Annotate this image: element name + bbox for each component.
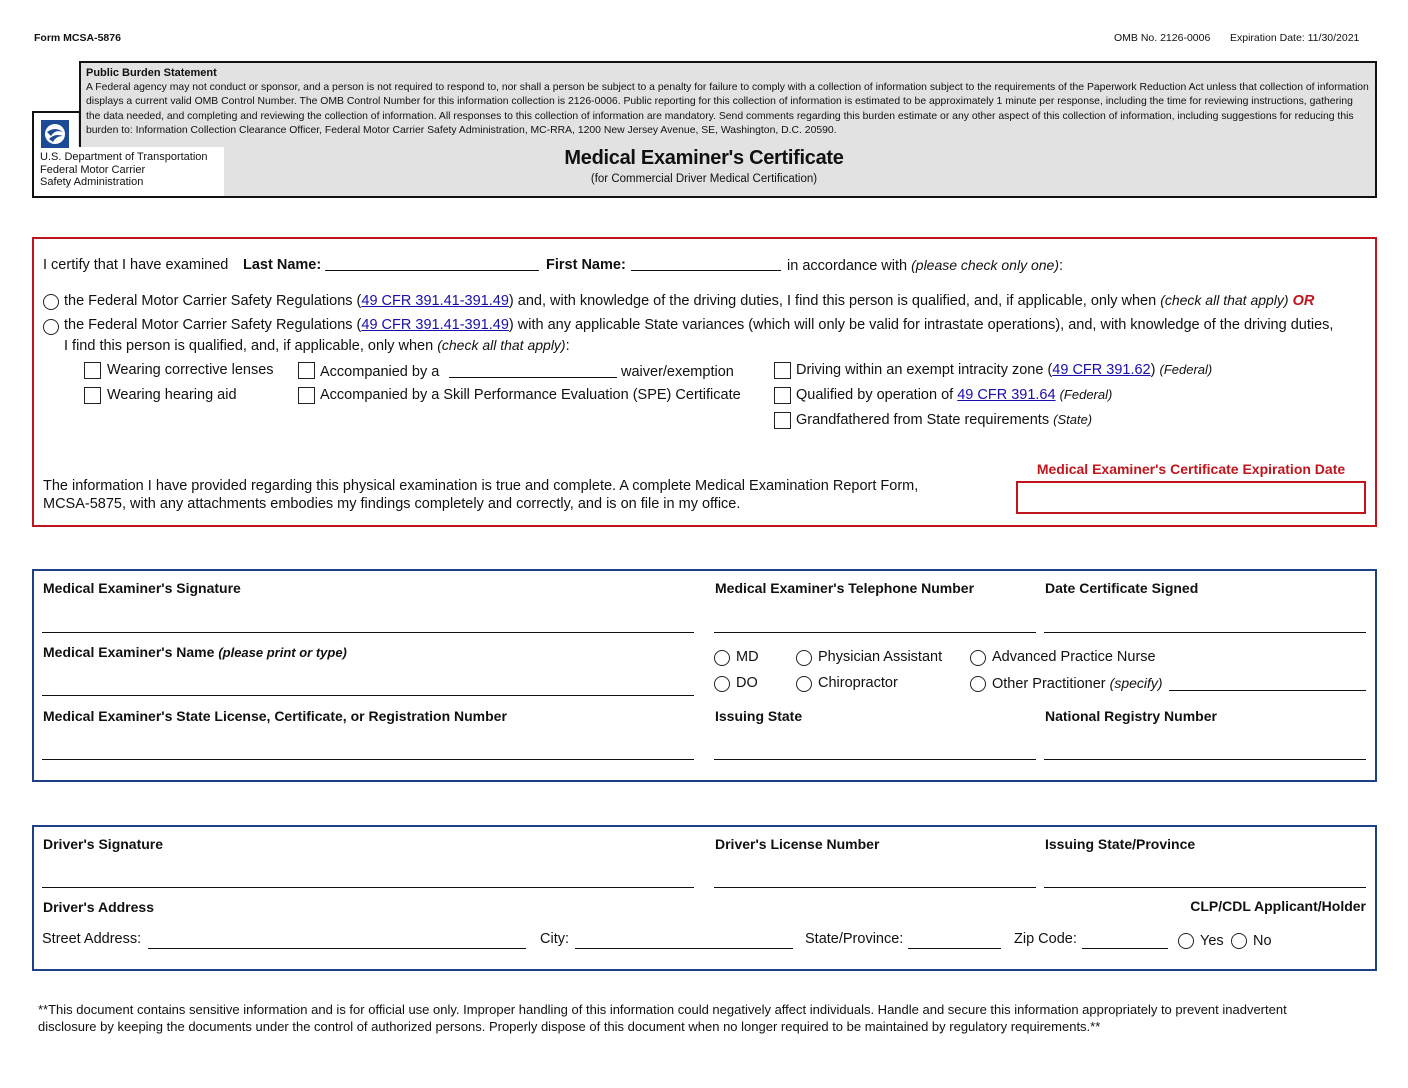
last-name-label: Last Name: <box>243 257 322 273</box>
intracity-link[interactable]: 49 CFR 391.62 <box>1052 362 1151 378</box>
option-state-text <box>64 317 1333 333</box>
footer-notice <box>38 1001 1287 1035</box>
statement-line-2: MCSA-5875, with any attachments embodies my findings completely and correctly, and is on file in my office. <box>43 496 741 512</box>
burden-box <box>79 61 1377 147</box>
intracity-pre: Driving within an exempt intracity zone ( <box>796 362 1053 378</box>
option-federal-radio[interactable] <box>43 294 59 310</box>
driver-license-label: Driver's License Number <box>715 836 880 852</box>
operation-link[interactable]: 49 CFR 391.64 <box>957 387 1056 403</box>
driver-signature-field[interactable] <box>42 887 694 888</box>
agency-line-1: U.S. Department of Transportation <box>40 151 208 163</box>
option2-note: (check all that apply) <box>437 337 566 353</box>
operation-note: (Federal) <box>1059 387 1113 402</box>
burden-title: Public Burden Statement <box>86 67 217 79</box>
agency-line-2: Federal Motor Carrier <box>40 163 146 176</box>
option2-colon: : <box>565 338 570 354</box>
apn-label: Advanced Practice Nurse <box>992 649 1156 665</box>
certify-intro: I certify that I have examined <box>43 257 229 273</box>
agency-line-3: Safety Administration <box>40 176 144 188</box>
waiver-checkbox[interactable] <box>298 362 315 379</box>
date-signed-field[interactable] <box>1044 632 1366 633</box>
other-label <box>992 675 1163 692</box>
page-subtitle: (for Commercial Driver Medical Certification) <box>590 173 818 185</box>
clp-label: CLP/CDL Applicant/Holder <box>1190 898 1366 914</box>
clp-yes-label: Yes <box>1200 933 1224 949</box>
accordance-text <box>787 257 1063 274</box>
registry-label: National Registry Number <box>1045 708 1217 724</box>
state-label: State/Province: <box>805 931 904 947</box>
examiner-section <box>32 569 1377 782</box>
option2-line2: I find this person is qualified, and, if applicable, only when <box>64 338 434 354</box>
license-field[interactable] <box>42 759 694 760</box>
driver-issuing-label: Issuing State/Province <box>1045 836 1196 852</box>
option1-post: ) and, with knowledge of the driving duties, I find this person is qualified, and, if applicable, only when <box>508 293 1157 309</box>
do-label: DO <box>736 675 758 691</box>
first-name-field[interactable] <box>631 270 781 271</box>
clp-no-label: No <box>1253 933 1272 949</box>
operation-text <box>796 387 1112 403</box>
chiro-radio[interactable] <box>796 676 812 692</box>
do-radio[interactable] <box>714 676 730 692</box>
option1-pre: the Federal Motor Carrier Safety Regulations ( <box>64 293 362 309</box>
accordance-label: in accordance with <box>787 258 908 274</box>
operation-pre: Qualified by operation of <box>796 387 954 403</box>
registry-field[interactable] <box>1044 759 1366 760</box>
grandfathered-note: (State) <box>1053 412 1093 427</box>
examiner-name-note: (please print or type) <box>218 645 347 660</box>
pa-label: Physician Assistant <box>818 649 943 665</box>
chiro-label: Chiropractor <box>818 675 898 691</box>
examiner-signature-label: Medical Examiner's Signature <box>43 580 241 596</box>
examiner-name-field[interactable] <box>42 695 694 696</box>
examiner-signature-field[interactable] <box>42 632 694 633</box>
street-field[interactable] <box>148 948 526 949</box>
intracity-checkbox[interactable] <box>774 362 791 379</box>
page-title: Medical Examiner's Certificate <box>564 147 844 169</box>
expiration-date: Expiration Date: 11/30/2021 <box>1230 32 1360 44</box>
hearing-checkbox[interactable] <box>84 387 101 404</box>
pa-radio[interactable] <box>796 650 812 666</box>
license-label: Medical Examiner's State License, Certificate, or Registration Number <box>43 708 507 724</box>
check-one-note: (please check only one) <box>911 257 1059 273</box>
issuing-state-label: Issuing State <box>715 708 803 724</box>
omb-number: OMB No. 2126-0006 <box>1114 32 1211 44</box>
driver-license-field[interactable] <box>714 887 1036 888</box>
driver-address-label: Driver's Address <box>43 899 154 915</box>
option2-post: ) with any applicable State variances (which will only be valid for intrastate operations), and, with knowledge of the driving duties, <box>508 317 1334 333</box>
md-radio[interactable] <box>714 650 730 666</box>
option2-pre: the Federal Motor Carrier Safety Regulations ( <box>64 317 362 333</box>
lenses-label: Wearing corrective lenses <box>107 362 274 378</box>
examiner-telephone-field[interactable] <box>714 632 1036 633</box>
accompanied-post: waiver/exemption <box>621 364 734 380</box>
date-signed-label: Date Certificate Signed <box>1045 580 1199 596</box>
clp-no-radio[interactable] <box>1231 933 1247 949</box>
intracity-post: ) <box>1150 362 1156 378</box>
footer-line-1: **This document contains sensitive information and is for official use only. Improper handling of this information could negatively affect individuals. Handle and secure this information appropriately to prevent inadvertent <box>38 1002 1287 1017</box>
option-state-line2 <box>64 337 570 354</box>
spe-label: Accompanied by a Skill Performance Evaluation (SPE) Certificate <box>320 387 741 403</box>
examiner-name-label <box>43 644 347 660</box>
issuing-state-field[interactable] <box>714 759 1036 760</box>
md-label: MD <box>736 649 759 665</box>
burden-text: A Federal agency may not conduct or sponsor, and a person is not required to respond to, nor shall a person be subject to a penalty for failure to comply with a collection of information subject to the requirements of the Paperwork Reduction Act unless that collection of information displays a current valid OMB Control Number. The OMB Control Number for this information collection is 2126-0006. Public reporting for this collection of information is estimated to be approximately 1 minute per response, including the time for reviewing instructions, gathering the data needed, and completing and reviewing the collection of information. All responses to this collection of information are mandatory. Send comments regarding this burden estimate or any other aspect of this collection of information, including suggestions for reducing this burden to: Information Collection Clearance Officer, Federal Motor Carrier Safety Administration, MC-RRA, 1200 New Jersey Avenue, SE, Washington, D.C. 20590. <box>86 82 1369 136</box>
intracity-text <box>796 362 1212 378</box>
dot-logo-icon <box>41 120 69 148</box>
zip-field[interactable] <box>1082 948 1168 949</box>
intracity-note: (Federal) <box>1159 362 1213 377</box>
operation-checkbox[interactable] <box>774 387 791 404</box>
examiner-telephone-label: Medical Examiner's Telephone Number <box>715 580 975 596</box>
examiner-name-text: Medical Examiner's Name <box>43 644 215 660</box>
state-field[interactable] <box>908 948 1001 949</box>
option-federal-text <box>64 292 1314 309</box>
other-specify-field[interactable] <box>1169 690 1366 691</box>
option1-cfr-link[interactable]: 49 CFR 391.41-391.49 <box>361 293 509 309</box>
option2-cfr-link[interactable]: 49 CFR 391.41-391.49 <box>361 317 509 333</box>
hearing-label: Wearing hearing aid <box>107 387 237 403</box>
accompanied-pre: Accompanied by a <box>320 364 440 380</box>
lenses-checkbox[interactable] <box>84 362 101 379</box>
grandfathered-text <box>796 412 1092 428</box>
expiration-date-field[interactable] <box>1016 481 1366 514</box>
footer-line-2: disclosure by keeping the documents under the control of authorized persons. Properly dispose of this document when no longer required to be maintained by regulatory requirements.** <box>38 1019 1101 1034</box>
driver-issuing-field[interactable] <box>1044 887 1366 888</box>
option1-or: OR <box>1292 293 1315 309</box>
expiration-label: Medical Examiner's Certificate Expiration Date <box>1036 461 1346 477</box>
street-label: Street Address: <box>42 931 142 947</box>
spe-checkbox[interactable] <box>298 387 315 404</box>
option1-note: (check all that apply) <box>1160 292 1289 308</box>
first-name-label: First Name: <box>546 257 626 273</box>
last-name-field[interactable] <box>325 270 539 271</box>
other-text: Other Practitioner <box>992 676 1106 692</box>
zip-label: Zip Code: <box>1014 931 1077 947</box>
grandfathered-checkbox[interactable] <box>774 412 791 429</box>
option-state-radio[interactable] <box>43 319 59 335</box>
clp-yes-radio[interactable] <box>1178 933 1194 949</box>
city-field[interactable] <box>575 948 793 949</box>
other-radio[interactable] <box>970 676 986 692</box>
statement <box>43 477 918 513</box>
grandfathered-label: Grandfathered from State requirements <box>796 412 1050 428</box>
driver-signature-label: Driver's Signature <box>43 836 164 852</box>
accordance-colon: : <box>1059 258 1064 274</box>
other-note: (specify) <box>1109 675 1163 691</box>
city-label: City: <box>540 931 569 947</box>
form-number: Form MCSA-5876 <box>34 32 121 44</box>
statement-line-1: The information I have provided regarding this physical examination is true and complete. A complete Medical Examination Report Form, <box>43 478 919 494</box>
apn-radio[interactable] <box>970 650 986 666</box>
waiver-field[interactable] <box>449 377 617 378</box>
